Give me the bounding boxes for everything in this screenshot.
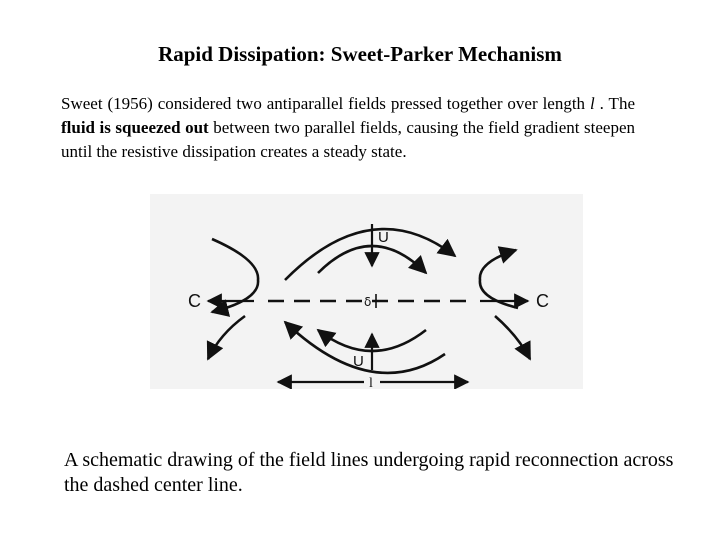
field-line-bottom-right bbox=[495, 316, 530, 359]
figure-caption: A schematic drawing of the field lines undergoing rapid reconnection across the dashed center line. bbox=[64, 449, 674, 496]
sweet-parker-diagram bbox=[150, 194, 583, 389]
inflow-label-bottom: U bbox=[353, 353, 364, 370]
field-line-top-middle bbox=[285, 229, 455, 280]
field-line-bottom-left bbox=[208, 316, 245, 359]
field-lines-svg bbox=[150, 194, 583, 389]
length-variable: l bbox=[590, 94, 595, 113]
intro-text-2: . The bbox=[594, 94, 635, 113]
intro-text-1: Sweet (1956) considered two antiparallel fields pressed together over length bbox=[61, 94, 590, 113]
field-line-top-right bbox=[480, 250, 518, 308]
outflow-label-left: C bbox=[188, 291, 201, 311]
intro-text-3: between two parallel fields, causing the field gradient steepen until the resistive dissipation creates a steady state. bbox=[61, 118, 635, 161]
field-line-bottom-middle bbox=[285, 322, 445, 373]
intro-bold-phrase: fluid is squeezed out bbox=[61, 118, 209, 137]
length-label: l bbox=[369, 376, 373, 389]
thickness-label: δ bbox=[364, 295, 372, 309]
inflow-label-top: U bbox=[378, 229, 389, 246]
intro-paragraph bbox=[61, 92, 635, 164]
slide-title: Rapid Dissipation: Sweet-Parker Mechanism bbox=[158, 42, 562, 66]
outflow-label-right: C bbox=[536, 291, 549, 311]
